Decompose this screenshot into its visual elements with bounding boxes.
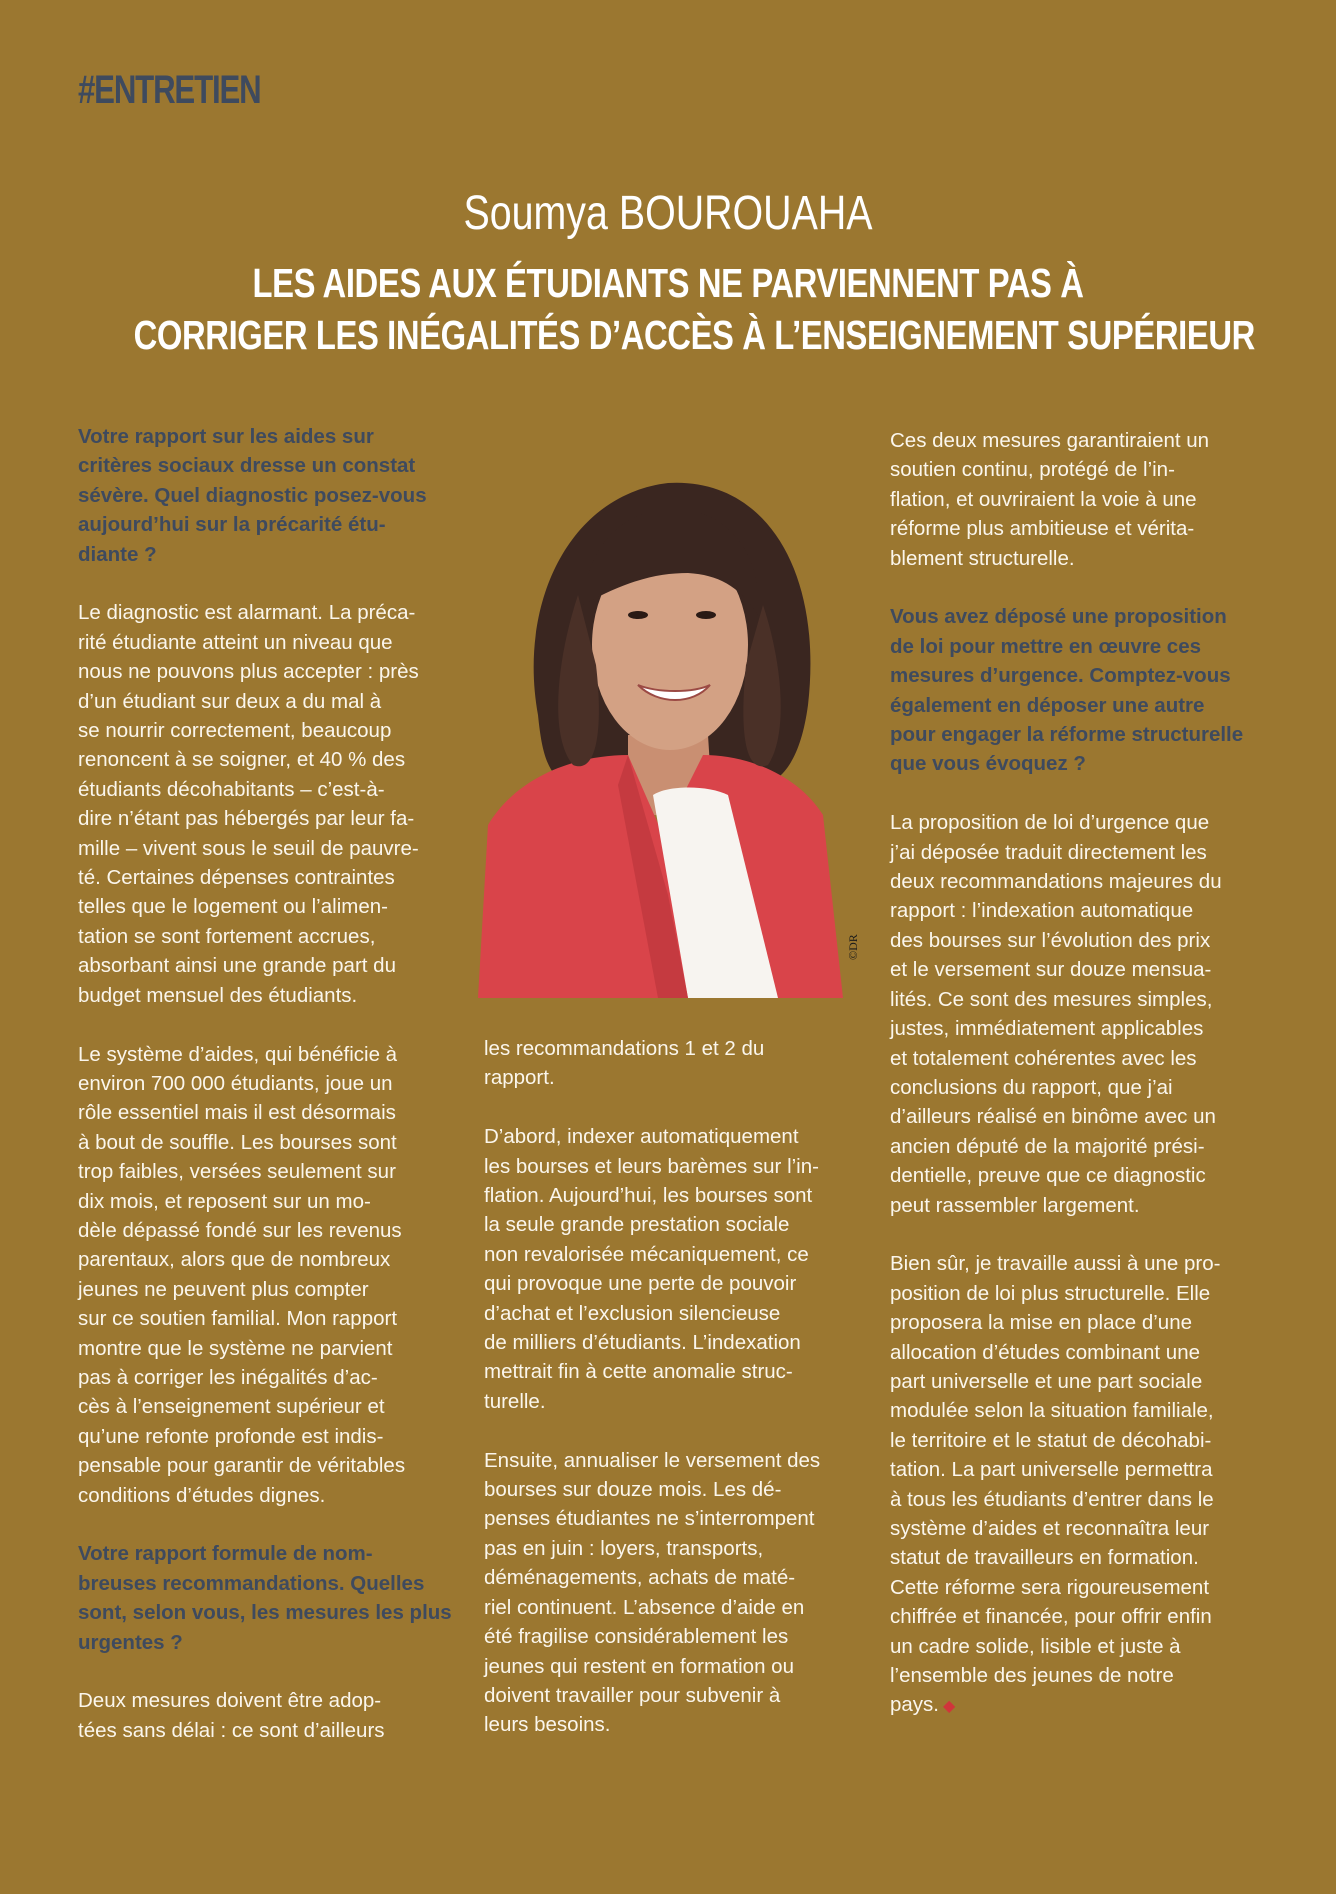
text-line: budget mensuel des étudiants.	[78, 983, 358, 1007]
interview-answer	[484, 1446, 864, 1740]
text-line: critères sociaux dresse un constat	[78, 454, 416, 478]
text-line: mesures d’urgence. Comptez-vous	[890, 664, 1231, 688]
text-line: Ces deux mesures garantiraient un	[890, 429, 1210, 452]
text-line: non revalorisée mécaniquement, ce	[484, 1242, 809, 1266]
text-line: et totalement cohérentes avec les	[890, 1046, 1197, 1070]
interviewee-name	[120, 186, 1216, 242]
text-line: statut de travailleurs en formation.	[890, 1546, 1199, 1570]
text-line: que vous évoquez ?	[890, 752, 1086, 776]
text-line: riel continuent. L’absence d’aide en	[484, 1595, 805, 1619]
text-line: système d’aides et reconnaîtra leur	[890, 1516, 1210, 1540]
text-line: un cadre solide, lisible et juste à	[890, 1634, 1181, 1658]
text-line: Le système d’aides, qui bénéficie à	[78, 1042, 398, 1066]
text-line: Bien sûr, je travaille aussi à une pro-	[890, 1252, 1221, 1276]
interview-answer	[890, 426, 1270, 573]
interview-question	[78, 422, 458, 569]
column-3	[890, 426, 1270, 1751]
portrait-photo	[478, 455, 843, 998]
text-line: cès à l’enseignement supérieur et	[78, 1395, 385, 1419]
text-line: étudiants décohabitants – c’est-à-	[78, 777, 385, 801]
text-line: conditions d’études dignes.	[78, 1483, 326, 1507]
interview-answer	[890, 1249, 1270, 1722]
text-line: tation. La part universelle permettra	[890, 1458, 1213, 1482]
text-line: dire n’étant pas hébergés par leur fa-	[78, 807, 415, 831]
text-line: ancien député de la majorité prési-	[890, 1134, 1205, 1158]
interviewee-last-name: BOUROUAHA	[618, 187, 873, 240]
text-line: pas en juin : loyers, transports,	[484, 1536, 764, 1560]
text-line: bourses sur douze mois. Les dé-	[484, 1478, 782, 1502]
text-line: d’ailleurs réalisé en binôme avec un	[890, 1105, 1216, 1129]
text-line: tation se sont fortement accrues,	[78, 924, 376, 948]
text-line: position de loi plus structurelle. Elle	[890, 1281, 1211, 1305]
text-line: mille – vivent sous le seuil de pauvre-	[78, 836, 419, 860]
text-line: conclusions du rapport, que j’ai	[890, 1075, 1173, 1099]
text-line: part universelle et une part sociale	[890, 1369, 1203, 1393]
interview-answer	[78, 1686, 458, 1745]
text-line: qui provoque une perte de pouvoir	[484, 1272, 797, 1296]
text-line: la seule grande prestation sociale	[484, 1213, 790, 1237]
text-line: Votre rapport formule de nom-	[78, 1542, 373, 1566]
text-line: flation. Aujourd’hui, les bourses sont	[484, 1184, 813, 1208]
text-line: sévère. Quel diagnostic posez-vous	[78, 483, 427, 507]
text-line: et le versement sur douze mensua-	[890, 958, 1212, 982]
interview-question	[890, 602, 1270, 778]
text-line: tées sans délai : ce sont d’ailleurs	[78, 1718, 385, 1742]
text-line: rité étudiante atteint un niveau que	[78, 630, 393, 654]
text-line: environ 700 000 étudiants, joue un	[78, 1071, 393, 1095]
headline-line: LES AIDES AUX ÉTUDIANTS NE PARVIENNENT PAS À	[252, 260, 1084, 306]
text-line: leurs besoins.	[484, 1713, 611, 1737]
text-line: renoncent à se soigner, et 40 % des	[78, 748, 406, 772]
text-line: penses étudiantes ne s’interrompent	[484, 1507, 815, 1531]
text-line: D’abord, indexer automatiquement	[484, 1125, 799, 1149]
interview-answer	[484, 1122, 864, 1416]
text-line: de loi pour mettre en œuvre ces	[890, 634, 1201, 658]
text-line: diante ?	[78, 542, 157, 566]
text-line: telles que le logement ou l’alimen-	[78, 895, 388, 919]
text-line: justes, immédiatement applicables	[890, 1017, 1204, 1041]
text-line: qu’une refonte profonde est indis-	[78, 1424, 384, 1448]
text-line: lités. Ce sont des mesures simples,	[890, 987, 1213, 1011]
section-tag: #ENTRETIEN	[78, 68, 261, 112]
interview-answer	[78, 598, 458, 1010]
interview-answer	[78, 1040, 458, 1511]
text-line: sont, selon vous, les mesures les plus	[78, 1601, 452, 1625]
column-1	[78, 422, 458, 1775]
text-line: pensable pour garantir de véritables	[78, 1454, 406, 1478]
text-line: proposera la mise en place d’une	[890, 1311, 1192, 1335]
text-line: rapport.	[484, 1066, 555, 1090]
text-line: jeunes qui restent en formation ou	[484, 1654, 794, 1678]
text-line: breuses recommandations. Quelles	[78, 1571, 425, 1595]
interviewee-first-name: Soumya	[463, 187, 608, 240]
text-line: des bourses sur l’évolution des prix	[890, 928, 1211, 952]
text-line: les recommandations 1 et 2 du	[484, 1037, 765, 1060]
text-line: aujourd’hui sur la précarité étu-	[78, 513, 386, 537]
text-line: jeunes ne peuvent plus compter	[78, 1277, 369, 1301]
text-line: La proposition de loi d’urgence que	[890, 811, 1210, 835]
text-line: se nourrir correctement, beaucoup	[78, 719, 392, 743]
text-line: turelle.	[484, 1389, 546, 1413]
text-line: Cette réforme sera rigoureusement	[890, 1575, 1210, 1599]
headline-line: CORRIGER LES INÉGALITÉS D’ACCÈS À L’ENSEIGNEMENT SUPÉRIEUR	[133, 312, 1255, 358]
text-line: mettrait fin à cette anomalie struc-	[484, 1360, 793, 1384]
text-line: rôle essentiel mais il est désormais	[78, 1101, 396, 1125]
text-line: pays. ◆	[890, 1693, 956, 1717]
portrait-photo-icon	[478, 455, 843, 998]
text-line: à bout de souffle. Les bourses sont	[78, 1130, 397, 1154]
text-line: té. Certaines dépenses contraintes	[78, 866, 395, 890]
text-line: Votre rapport sur les aides sur	[78, 425, 374, 448]
text-line: les bourses et leurs barèmes sur l’in-	[484, 1154, 819, 1178]
text-line: dèle dépassé fondé sur les revenus	[78, 1218, 402, 1242]
text-line: montre que le système ne parvient	[78, 1336, 393, 1360]
text-line: chiffrée et financée, pour offrir enfin	[890, 1605, 1212, 1629]
text-line: flation, et ouvriraient la voie à une	[890, 487, 1197, 511]
text-line: absorbant ainsi une grande part du	[78, 954, 396, 978]
text-line: dix mois, et reposent sur un mo-	[78, 1189, 371, 1213]
text-line: pour engager la réforme structurelle	[890, 723, 1244, 747]
text-line: également en déposer une autre	[890, 693, 1205, 717]
end-of-article-diamond-icon: ◆	[943, 1698, 956, 1716]
interview-question	[78, 1539, 458, 1657]
text-line: Vous avez déposé une proposition	[890, 605, 1227, 629]
text-line: urgentes ?	[78, 1630, 183, 1654]
text-line: modulée selon la situation familiale,	[890, 1399, 1214, 1423]
text-line: dentielle, preuve que ce diagnostic	[890, 1164, 1206, 1188]
text-line: déménagements, achats de maté-	[484, 1566, 796, 1590]
text-line: Deux mesures doivent être adop-	[78, 1689, 382, 1713]
text-line: peut rassembler largement.	[890, 1193, 1140, 1217]
text-line: Le diagnostic est alarmant. La préca-	[78, 601, 416, 625]
interview-answer	[484, 1034, 864, 1093]
text-line: allocation d’études combinant une	[890, 1340, 1200, 1364]
text-line: deux recommandations majeures du	[890, 870, 1222, 894]
text-line: rapport : l’indexation automatique	[890, 899, 1194, 923]
text-line: pas à corriger les inégalités d’ac-	[78, 1365, 378, 1389]
text-line: l’ensemble des jeunes de notre	[890, 1664, 1174, 1688]
photo-credit: ©DR	[846, 934, 860, 960]
text-line: Ensuite, annualiser le versement des	[484, 1448, 821, 1472]
text-line: blement structurelle.	[890, 546, 1075, 570]
text-line: sur ce soutien familial. Mon rapport	[78, 1307, 398, 1331]
article-headline	[133, 257, 1255, 361]
interview-answer	[890, 808, 1270, 1220]
text-line: d’achat et l’exclusion silencieuse	[484, 1301, 781, 1325]
text-line: d’un étudiant sur deux a du mal à	[78, 689, 382, 713]
text-line: soutien continu, protégé de l’in-	[890, 458, 1175, 482]
text-line: été fragilise considérablement les	[484, 1625, 789, 1649]
text-line: doivent travailler pour subvenir à	[484, 1683, 781, 1707]
text-line: le territoire et le statut de décohabi-	[890, 1428, 1212, 1452]
text-line: nous ne pouvons plus accepter : près	[78, 660, 419, 684]
text-line: réforme plus ambitieuse et vérita-	[890, 517, 1195, 541]
text-line: parentaux, alors que de nombreux	[78, 1248, 391, 1272]
text-line: à tous les étudiants d’entrer dans le	[890, 1487, 1214, 1511]
column-2	[484, 1034, 864, 1769]
text-line: trop faibles, versées seulement sur	[78, 1160, 396, 1184]
text-line: j’ai déposée traduit directement les	[890, 840, 1207, 864]
text-line: de milliers d’étudiants. L’indexation	[484, 1331, 801, 1355]
